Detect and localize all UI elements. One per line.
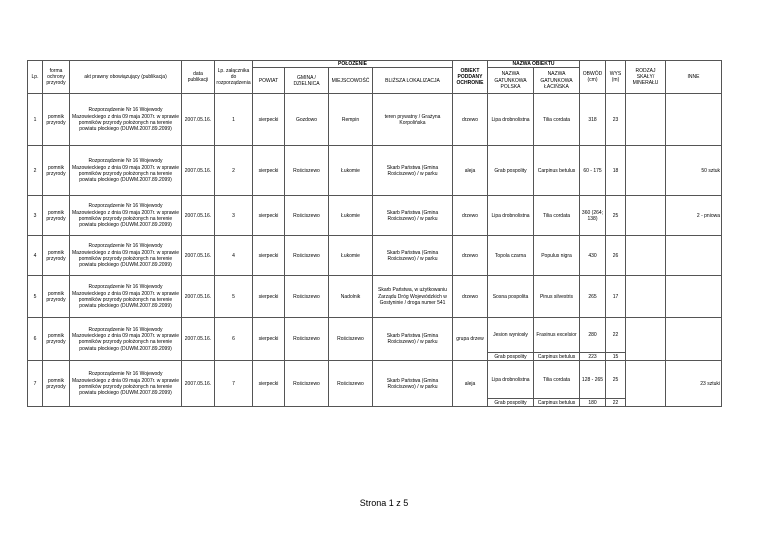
table-row — [28, 318, 722, 353]
cell-zal: 4 — [215, 236, 253, 276]
cell-nazwa-pl: Topola czarna — [488, 236, 534, 276]
cell-sub-obwod: 180 — [580, 399, 606, 407]
cell-nazwa-lat: Populus nigra — [534, 236, 580, 276]
cell-lokalizacja: Skarb Państwa (Gmina Rościszewo) / w parku — [373, 236, 453, 276]
cell-zal: 3 — [215, 196, 253, 236]
cell-powiat: sierpecki — [253, 318, 285, 361]
cell-akt: Rozporządzenie Nr 16 Wojewody Mazowieckiego z dnia 09 maja 2007r. w sprawie pomników przyrody położonych na terenie powiatu płockiego (DUWM.2007.89.2099) — [70, 318, 182, 361]
cell-rodzaj — [626, 94, 666, 146]
cell-nazwa-lat: Tilia cordata — [534, 361, 580, 399]
cell-sub-obwod: 223 — [580, 353, 606, 361]
cell-obiekt: aleja — [453, 361, 488, 407]
cell-gmina: Rościszewo — [285, 236, 329, 276]
table-row — [28, 94, 722, 146]
cell-inne: 23 sztuki — [666, 361, 722, 407]
cell-sub-pl: Grab pospolity — [488, 399, 534, 407]
cell-inne: 50 sztuk — [666, 146, 722, 196]
cell-nazwa-pl: Lipa drobnolistna — [488, 361, 534, 399]
cell-powiat: sierpecki — [253, 236, 285, 276]
cell-zal: 7 — [215, 361, 253, 407]
col-obiekt: OBIEKT PODDANY OCHRONIE — [453, 61, 488, 94]
cell-obwod: 280 — [580, 318, 606, 353]
table-row — [28, 361, 722, 399]
cell-nazwa-lat: Pinus silvestris — [534, 276, 580, 318]
col-powiat: POWIAT — [253, 68, 285, 94]
col-lokalizacja: BLIŻSZA LOKALIZACJA — [373, 68, 453, 94]
cell-gmina: Rościszewo — [285, 318, 329, 361]
cell-akt: Rozporządzenie Nr 16 Wojewody Mazowieckiego z dnia 09 maja 2007r. w sprawie pomników przyrody położonych na terenie powiatu płockiego (DUWM.2007.89.2099) — [70, 196, 182, 236]
cell-wys: 25 — [606, 361, 626, 399]
cell-powiat: sierpecki — [253, 276, 285, 318]
cell-gmina: Rościszewo — [285, 146, 329, 196]
cell-akt: Rozporządzenie Nr 16 Wojewody Mazowieckiego z dnia 09 maja 2007r. w sprawie pomników przyrody położonych na terenie powiatu płockiego (DUWM.2007.89.2099) — [70, 94, 182, 146]
cell-gmina: Rościszewo — [285, 361, 329, 407]
cell-obwod: 128 - 265 — [580, 361, 606, 399]
cell-obwod: 60 - 175 — [580, 146, 606, 196]
cell-zal: 2 — [215, 146, 253, 196]
cell-akt: Rozporządzenie Nr 16 Wojewody Mazowieckiego z dnia 09 maja 2007r. w sprawie pomników przyrody położonych na terenie powiatu płockiego (DUWM.2007.89.2099) — [70, 276, 182, 318]
cell-wys: 25 — [606, 196, 626, 236]
cell-sub-lat: Carpinus betulus — [534, 353, 580, 361]
col-forma: forma ochrony przyrody — [43, 61, 70, 94]
cell-akt: Rozporządzenie Nr 16 Wojewody Mazowieckiego z dnia 09 maja 2007r. w sprawie pomników przyrody położonych na terenie powiatu płockiego (DUWM.2007.89.2099) — [70, 146, 182, 196]
cell-lokalizacja: Skarb Państwa, w użytkowaniu Zarządu Dróg Wojewódzkich w Gostyninie / droga numer 541 — [373, 276, 453, 318]
col-nazwa-obiektu: NAZWA OBIEKTU — [488, 61, 580, 68]
cell-wys: 23 — [606, 94, 626, 146]
cell-forma: pomnik przyrody — [43, 196, 70, 236]
cell-rodzaj — [626, 361, 666, 407]
cell-powiat: sierpecki — [253, 361, 285, 407]
col-polozenie: POŁOŻENIE — [253, 61, 453, 68]
cell-data: 2007.05.16. — [182, 236, 215, 276]
cell-nazwa-pl: Lipa drobnolistna — [488, 196, 534, 236]
cell-lokalizacja: Skarb Państwa (Gmina Rościszewo) / w parku — [373, 318, 453, 361]
col-inne: INNE — [666, 61, 722, 94]
cell-forma: pomnik przyrody — [43, 236, 70, 276]
cell-lokalizacja: Skarb Państwa (Gmina Rościszewo) / w parku — [373, 361, 453, 407]
cell-nazwa-pl: Grab pospolity — [488, 146, 534, 196]
cell-zal: 1 — [215, 94, 253, 146]
cell-lp: 7 — [28, 361, 43, 407]
col-wys: WYS (m) — [606, 61, 626, 94]
cell-lp: 6 — [28, 318, 43, 361]
col-lp: Lp. — [28, 61, 43, 94]
cell-rodzaj — [626, 276, 666, 318]
cell-inne — [666, 276, 722, 318]
cell-sub-pl: Grab pospolity — [488, 353, 534, 361]
cell-gmina: Rościszewo — [285, 276, 329, 318]
cell-inne — [666, 236, 722, 276]
cell-lp: 4 — [28, 236, 43, 276]
cell-miejscowosc: Łukomie — [329, 196, 373, 236]
cell-data: 2007.05.16. — [182, 276, 215, 318]
cell-zal: 6 — [215, 318, 253, 361]
cell-inne: 2 - pniowa — [666, 196, 722, 236]
cell-obiekt: aleja — [453, 146, 488, 196]
cell-inne — [666, 94, 722, 146]
cell-lp: 3 — [28, 196, 43, 236]
cell-sub-wys: 15 — [606, 353, 626, 361]
cell-miejscowosc: Rempin — [329, 94, 373, 146]
cell-forma: pomnik przyrody — [43, 361, 70, 407]
cell-nazwa-lat: Tilia cordata — [534, 196, 580, 236]
cell-obwod: 318 — [580, 94, 606, 146]
cell-data: 2007.05.16. — [182, 94, 215, 146]
col-obwod: OBWÓD (cm) — [580, 61, 606, 94]
cell-nazwa-lat: Fraxinus excelsior — [534, 318, 580, 353]
cell-nazwa-lat: Tilia cordata — [534, 94, 580, 146]
page-number: Strona 1 z 5 — [359, 498, 409, 508]
col-nazwa-lat: NAZWA GATUNKOWA ŁACIŃSKA — [534, 68, 580, 94]
cell-forma: pomnik przyrody — [43, 276, 70, 318]
cell-lp: 5 — [28, 276, 43, 318]
cell-nazwa-pl: Lipa drobnolistna — [488, 94, 534, 146]
cell-obiekt: drzewo — [453, 276, 488, 318]
col-gmina: GMINA / DZIELNICA — [285, 68, 329, 94]
cell-miejscowosc: Łukomie — [329, 146, 373, 196]
cell-powiat: sierpecki — [253, 196, 285, 236]
cell-forma: pomnik przyrody — [43, 94, 70, 146]
cell-forma: pomnik przyrody — [43, 146, 70, 196]
col-zal: Lp. załącznika do rozporządzenia — [215, 61, 253, 94]
col-akt: akt prawny obowiązujący (publikacja) — [70, 61, 182, 94]
cell-wys: 26 — [606, 236, 626, 276]
cell-nazwa-pl: Sosna pospolita — [488, 276, 534, 318]
cell-sub-wys: 22 — [606, 399, 626, 407]
cell-lp: 2 — [28, 146, 43, 196]
cell-lp: 1 — [28, 94, 43, 146]
cell-sub-lat: Carpinus betulus — [534, 399, 580, 407]
cell-powiat: sierpecki — [253, 94, 285, 146]
col-nazwa-pl: NAZWA GATUNKOWA POLSKA — [488, 68, 534, 94]
cell-zal: 5 — [215, 276, 253, 318]
monuments-table — [27, 60, 722, 407]
table-row — [28, 196, 722, 236]
cell-obiekt: drzewo — [453, 236, 488, 276]
cell-wys: 22 — [606, 318, 626, 353]
cell-rodzaj — [626, 318, 666, 361]
table-row — [28, 236, 722, 276]
table-row — [28, 276, 722, 318]
cell-nazwa-pl: Jesion wyniosły — [488, 318, 534, 353]
cell-powiat: sierpecki — [253, 146, 285, 196]
cell-data: 2007.05.16. — [182, 318, 215, 361]
cell-miejscowosc: Łukomie — [329, 236, 373, 276]
cell-lokalizacja: Skarb Państwa (Gmina Rościszewo) / w parku — [373, 196, 453, 236]
cell-akt: Rozporządzenie Nr 16 Wojewody Mazowieckiego z dnia 09 maja 2007r. w sprawie pomników przyrody położonych na terenie powiatu płockiego (DUWM.2007.89.2099) — [70, 236, 182, 276]
cell-data: 2007.05.16. — [182, 196, 215, 236]
col-miejscowosc: MIEJSCOWOŚĆ — [329, 68, 373, 94]
cell-lokalizacja: teren prywatny / Grażyna Korpolińska — [373, 94, 453, 146]
cell-obiekt: drzewo — [453, 94, 488, 146]
cell-miejscowosc: Nadolnik — [329, 276, 373, 318]
cell-obwod: 360 (264; 138) — [580, 196, 606, 236]
cell-miejscowosc: Rościszewo — [329, 361, 373, 407]
cell-obwod: 430 — [580, 236, 606, 276]
cell-data: 2007.05.16. — [182, 146, 215, 196]
cell-rodzaj — [626, 146, 666, 196]
cell-lokalizacja: Skarb Państwa (Gmina Rościszewo) / w parku — [373, 146, 453, 196]
cell-gmina: Gozdowo — [285, 94, 329, 146]
cell-wys: 18 — [606, 146, 626, 196]
cell-gmina: Rościszewo — [285, 196, 329, 236]
cell-akt: Rozporządzenie Nr 16 Wojewody Mazowieckiego z dnia 09 maja 2007r. w sprawie pomników przyrody położonych na terenie powiatu płockiego (DUWM.2007.89.2099) — [70, 361, 182, 407]
cell-wys: 17 — [606, 276, 626, 318]
col-rodzaj: RODZAJ SKAŁY/ MINERAŁU — [626, 61, 666, 94]
cell-inne — [666, 318, 722, 361]
cell-miejscowosc: Rościszewo — [329, 318, 373, 361]
col-data: data publikacji — [182, 61, 215, 94]
cell-forma: pomnik przyrody — [43, 318, 70, 361]
cell-obwod: 265 — [580, 276, 606, 318]
cell-nazwa-lat: Carpinus betulus — [534, 146, 580, 196]
cell-obiekt: drzewo — [453, 196, 488, 236]
table-row — [28, 146, 722, 196]
cell-rodzaj — [626, 196, 666, 236]
cell-data: 2007.05.16. — [182, 361, 215, 407]
cell-obiekt: grupa drzew — [453, 318, 488, 361]
cell-rodzaj — [626, 236, 666, 276]
